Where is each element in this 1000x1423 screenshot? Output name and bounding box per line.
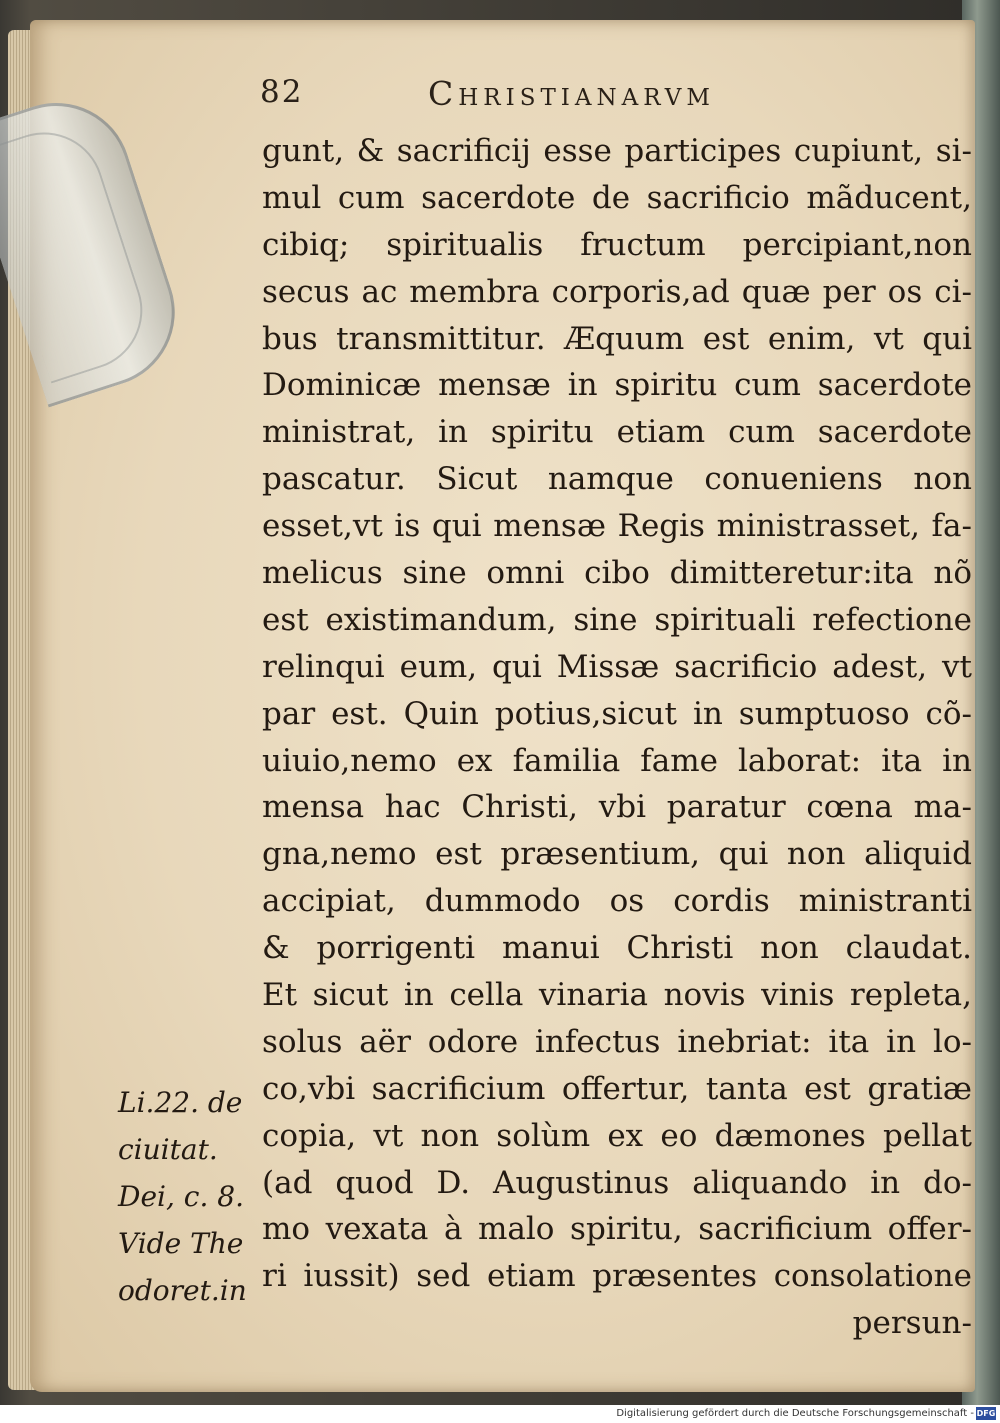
text-line: & porrigenti manui Christi non claudat. <box>262 930 972 967</box>
text-line: relinqui eum, qui Missæ sacrificio adest, vt <box>262 648 972 685</box>
text-line: gunt, & sacrificij esse participes cupiunt, si- <box>262 133 972 169</box>
text-line: accipiat, dummodo os cordis ministranti <box>262 883 972 920</box>
text-line: esset,vt is qui mensæ Regis ministrasset, fa- <box>262 508 972 545</box>
text-line: co,vbi sacrificium offertur, tanta est gratiæ <box>262 1070 972 1107</box>
text-line: Et sicut in cella vinaria novis vinis repleta, <box>262 977 972 1014</box>
catchword: persun- <box>852 1305 972 1342</box>
text-line: copia, vt non solùm ex eo dæmones pellat <box>262 1117 972 1154</box>
text-line: melicus sine omni cibo dimitteretur:ita nõ <box>262 555 972 592</box>
text-line: bus transmittitur. Æquum est enim, vt qui <box>262 320 972 357</box>
margin-note-line: odoret.in <box>118 1273 247 1307</box>
margin-note-line: Li.22. de <box>118 1086 243 1119</box>
margin-note-line: Vide The <box>118 1226 244 1260</box>
text-line: (ad quod D. Augustinus aliquando in do- <box>262 1164 972 1201</box>
text-line: mo vexata à malo spiritu, sacrificium offer- <box>262 1211 972 1248</box>
page-clip <box>0 83 194 407</box>
text-line: cibiq; spiritualis fructum percipiant,non <box>262 226 972 263</box>
digitization-credit: Digitalisierung gefördert durch die Deutsche Forschungsgemeinschaft - <box>616 1408 974 1419</box>
text-line: ministrat, in spiritu etiam cum sacerdote <box>262 414 972 451</box>
body-text <box>262 128 972 1347</box>
text-line: Dominicæ mensæ in spiritu cum sacerdote <box>262 367 972 404</box>
text-line: secus ac membra corporis,ad quæ per os ci- <box>262 273 972 310</box>
text-line: solus aër odore infectus inebriat: ita in lo- <box>262 1023 972 1060</box>
margin-note-line: ciuitat. <box>118 1132 218 1166</box>
text-line: est existimandum, sine spirituali refectione <box>262 601 972 638</box>
dfg-logo-icon: DFG <box>976 1409 996 1418</box>
page-number: 82 <box>260 74 304 110</box>
text-line: uiuio,nemo ex familia fame laborat: ita in <box>262 742 972 779</box>
margin-notes <box>118 1080 268 1314</box>
text-line: mensa hac Christi, vbi paratur cœna ma- <box>262 789 972 826</box>
running-title: Christianarvm <box>428 74 715 113</box>
text-line: pascatur. Sicut namque conueniens non <box>262 461 972 498</box>
margin-note-line: Dei, c. 8. <box>118 1179 244 1213</box>
text-line: par est. Quin potius,sicut in sumptuoso cõ- <box>262 695 972 732</box>
text-line: mul cum sacerdote de sacrificio mãducent, <box>262 179 972 216</box>
text-line: gna,nemo est præsentium, qui non aliquid <box>262 836 972 873</box>
footer-bar <box>0 1405 1000 1423</box>
page-header <box>260 74 820 114</box>
text-line: ri iussit) sed etiam præsentes consolatione <box>262 1258 972 1295</box>
